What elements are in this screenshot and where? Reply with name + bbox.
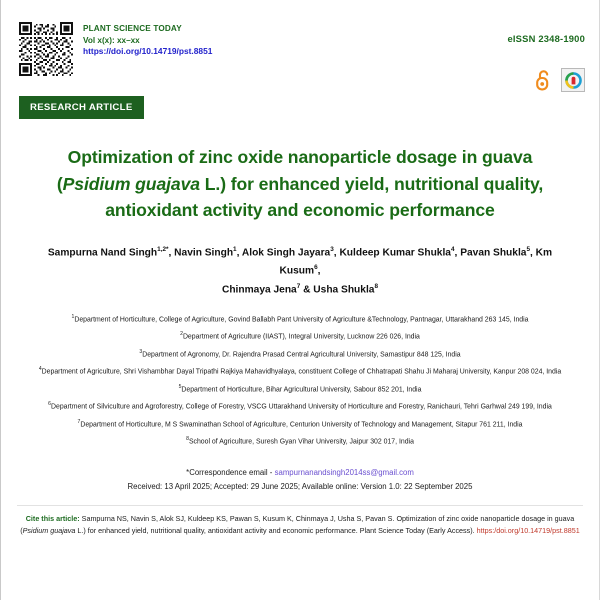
correspondence-email-link[interactable]: sampurnanandsingh2014ss@gmail.com <box>274 467 414 477</box>
affiliation-text: Department of Horticulture, M S Swaminathan School of Agriculture, Centurion University of Technology and Management, Sitapur 761 211, India <box>80 421 523 429</box>
affiliation-sup: 5 <box>178 383 182 390</box>
correspondence-block <box>1 466 599 495</box>
citation-species-name: Psidium guajava <box>22 526 76 535</box>
affiliation-sup: 4 <box>38 366 42 373</box>
affiliation-sup: 8 <box>186 436 189 443</box>
open-access-icon[interactable] <box>535 68 552 92</box>
author-sup: 4 <box>450 246 455 254</box>
author-sup: 8 <box>374 282 379 290</box>
masthead <box>19 22 587 76</box>
eissn-label: eISSN 2348-1900 <box>507 33 585 44</box>
title-line-1: Optimization of zinc oxide nanoparticle dosage in guava <box>67 147 533 167</box>
citation-block <box>15 513 585 538</box>
title-species-name: Psidium guajava <box>62 173 200 194</box>
citation-body-suffix: L.) for enhanced yield, nutritional quality, antioxidant activity and economic performance. Plant Science Today (Early Access). <box>75 526 477 535</box>
journal-logo-badge-icon[interactable] <box>561 68 585 92</box>
affiliation-item <box>15 435 585 447</box>
author-list <box>43 244 557 299</box>
affiliation-text: Department of Horticulture, Bihar Agricultural University, Sabour 852 201, India <box>181 386 422 394</box>
affiliation-item <box>15 330 585 342</box>
affiliation-item <box>15 418 585 430</box>
journal-volume: Vol x(x): xx–xx <box>83 35 140 45</box>
author-sup: 5 <box>526 246 531 254</box>
affiliation-item <box>15 400 585 412</box>
affiliation-sup: 2 <box>180 331 183 338</box>
affiliation-item <box>15 383 585 395</box>
author-sup: 7 <box>296 282 301 290</box>
author-sup: 1 <box>233 246 237 254</box>
citation-doi-link[interactable]: https:/doi.org/10.14719/pst.8851 <box>476 526 580 535</box>
affiliation-sup: 6 <box>48 401 52 408</box>
affiliation-text: School of Agriculture, Suresh Gyan Vihar University, Jaipur 302 017, India <box>188 438 414 446</box>
affiliation-text: Department of Agronomy, Dr. Rajendra Prasad Central Agricultural University, Samastipur 848 125, India <box>142 351 461 359</box>
page-header <box>1 0 599 128</box>
affiliation-text: Department of Agriculture, Shri Vishambhar Dayal Tripathi Rajkiya Mahavidhyalaya, constituent College of Chhatrapati Shahu Ji Maharaj University, Kanpur 208 024, India <box>41 368 562 376</box>
article-type-badge: RESEARCH ARTICLE <box>19 96 144 119</box>
affiliation-item <box>15 313 585 325</box>
affiliation-item <box>15 348 585 360</box>
author-sup: 6 <box>314 264 318 272</box>
affiliation-sup: 7 <box>77 418 81 425</box>
journal-doi-link[interactable]: https://doi.org/10.14719/pst.8851 <box>83 46 213 57</box>
journal-name: PLANT SCIENCE TODAY <box>83 24 182 33</box>
affiliation-list <box>15 313 585 448</box>
citation-label: Cite this article: <box>25 513 80 523</box>
title-line-3: antioxidant activity and economic performance <box>105 200 495 221</box>
author-sup: 1,2* <box>157 246 169 254</box>
qr-code-icon <box>19 22 73 76</box>
affiliation-text: Department of Horticulture, College of Agriculture, Govind Ballabh Pant University of Agriculture &Technology, Pantnagar, Uttarakhand 263 145, India <box>74 316 529 324</box>
citation-body-prefix: Sampurna NS, Navin S, Alok SJ, Kuldeep KS, Pawan S, Kusum K, Chinmaya J, Usha S, Pavan S. Optimization of zinc oxide nanoparticle dosage in guava ( <box>20 513 575 535</box>
page-title <box>27 144 573 224</box>
author-line-2: Chinmaya Jena$^7$ & Usha Shukla$^8$ <box>221 282 379 296</box>
affiliation-sup: 3 <box>139 348 143 355</box>
title-line-2-prefix: ( <box>56 173 63 194</box>
correspondence-line <box>1 466 599 480</box>
affiliation-text: Department of Silviculture and Agroforestry, College of Forestry, VSCG Uttarakhand University of Horticulture and Forestry, Ranichauri, Tehri Garhwal 249 199, India <box>51 403 552 411</box>
publication-dates: Received: 13 April 2025; Accepted: 29 June 2025; Available online: Version 1.0: 22 September 2025 <box>127 482 473 492</box>
title-line-2-suffix: L.) for enhanced yield, nutritional quality, <box>199 173 544 194</box>
journal-info <box>83 22 212 58</box>
author-line-1: Sampurna Nand Singh$^{1,2*}$, Navin Singh$^1$, Alok Singh Jayara$^3$, Kuldeep Kumar Shukla$^4$, Pavan Shukla$^5$, Km Kusum$^6$, <box>47 246 553 277</box>
correspondence-label: *Correspondence email - <box>186 467 275 477</box>
affiliation-item <box>15 365 585 377</box>
affiliation-sup: 1 <box>71 313 75 320</box>
author-sup: 3 <box>330 246 334 254</box>
affiliation-text: Department of Agriculture (IIAST), Integral University, Lucknow 226 026, India <box>182 333 420 341</box>
header-badges <box>535 68 585 92</box>
citation-divider <box>17 505 583 506</box>
